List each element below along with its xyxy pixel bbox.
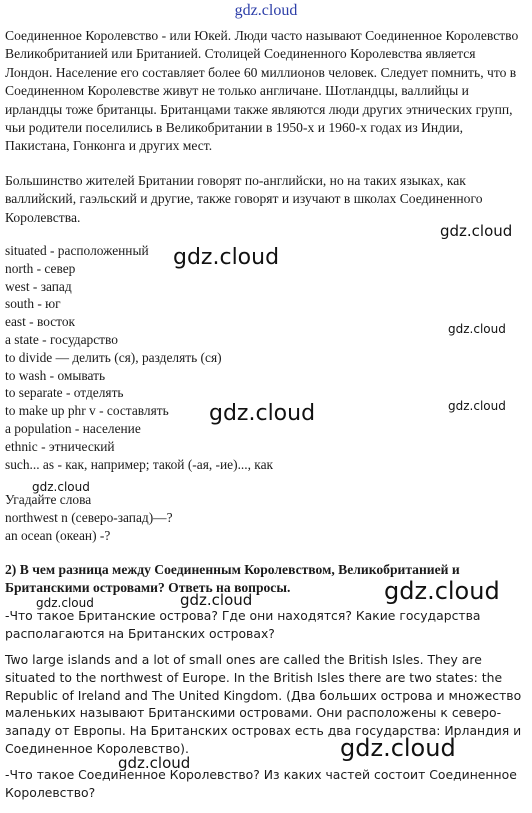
vocab-item: to divide — делить (ся), разделять (ся) <box>5 349 222 365</box>
watermark-header: gdz.cloud <box>234 2 298 19</box>
watermark: gdz.cloud <box>209 401 316 426</box>
watermark: gdz.cloud <box>173 245 280 270</box>
watermark: gdz.cloud <box>448 399 506 413</box>
question-united-kingdom: -Что такое Соединенное Королевство? Из каких частей состоит Соединенное Королевство? <box>5 767 517 800</box>
watermark: gdz.cloud <box>180 591 253 609</box>
watermark: gdz.cloud <box>384 577 500 605</box>
vocab-item: east - восток <box>5 314 76 330</box>
guess-words-section <box>5 491 525 544</box>
vocab-item: to wash - омывать <box>5 367 106 383</box>
watermark: gdz.cloud <box>340 734 456 762</box>
vocab-item: west - запад <box>5 278 72 294</box>
vocab-item: a state - государство <box>5 331 118 347</box>
watermark: gdz.cloud <box>440 222 513 240</box>
vocab-item: to separate - отделять <box>5 385 124 401</box>
vocabulary-list <box>5 242 525 473</box>
watermark: gdz.cloud <box>36 596 94 610</box>
vocab-item: to make up phr v - составлять <box>5 403 169 419</box>
vocab-item: situated - расположенный <box>5 243 149 258</box>
answer-british-isles: Two large islands and a lot of small ones are called the British Isles. They are situated to the northwest of Europe. In the British Isles there are two states: the Republic of Ireland and The United Kingdom. (Два больших острова и множество маленьких называют Британскими островами. Они расположены к северо-западу от Европы. На Британских островах есть два государства: Ирландия и Соединенное Королевство). <box>5 652 522 756</box>
guess-item: northwest n (северо-запад)—? <box>5 509 173 525</box>
vocab-item: south - юг <box>5 296 61 312</box>
vocab-item: such... as - как, например; такой (-ая, -ие)..., как <box>5 456 274 472</box>
guess-title: Угадайте слова <box>5 492 92 507</box>
vocab-item: ethnic - этнический <box>5 438 115 454</box>
watermark: gdz.cloud <box>118 754 191 772</box>
watermark: gdz.cloud <box>32 480 90 494</box>
question-british-isles: -Что такое Британские острова? Где они находятся? Какие государства располагаются на Британских островах? <box>5 608 481 641</box>
paragraph-languages: Большинство жителей Британии говорят по-английски, но на таких языках, как валлийский, гаэльский и другие, также говорят и изучают в школах Соединенного Королевства. <box>5 173 483 225</box>
vocab-item: a population - население <box>5 420 141 436</box>
exercise-2-heading: 2) В чем разница между Соединенным Королевством, Великобританией и Британскими островами? Ответь на вопросы. <box>5 562 460 596</box>
watermark: gdz.cloud <box>448 322 506 336</box>
vocab-item: north - север <box>5 260 76 276</box>
guess-item: an ocean (океан) -? <box>5 527 111 543</box>
paragraph-intro: Соединенное Королевство - или Юкей. Люди часто называют Соединенное Королевство Великобританией или Британией. Столицей Соединенного Королевства является Лондон. Население его составляет более 60 миллионов человек. Следует помнить, что в Соединенном Королевстве живут не только англичане. Шотландцы, валлийцы и ирландцы тоже британцы. Британцами также являются люди других этнических групп, чьи родители поселились в Великобритании в 1950-х и 1960-х годах из Индии, Пакистана, Гонконга и других мест. <box>5 28 519 154</box>
